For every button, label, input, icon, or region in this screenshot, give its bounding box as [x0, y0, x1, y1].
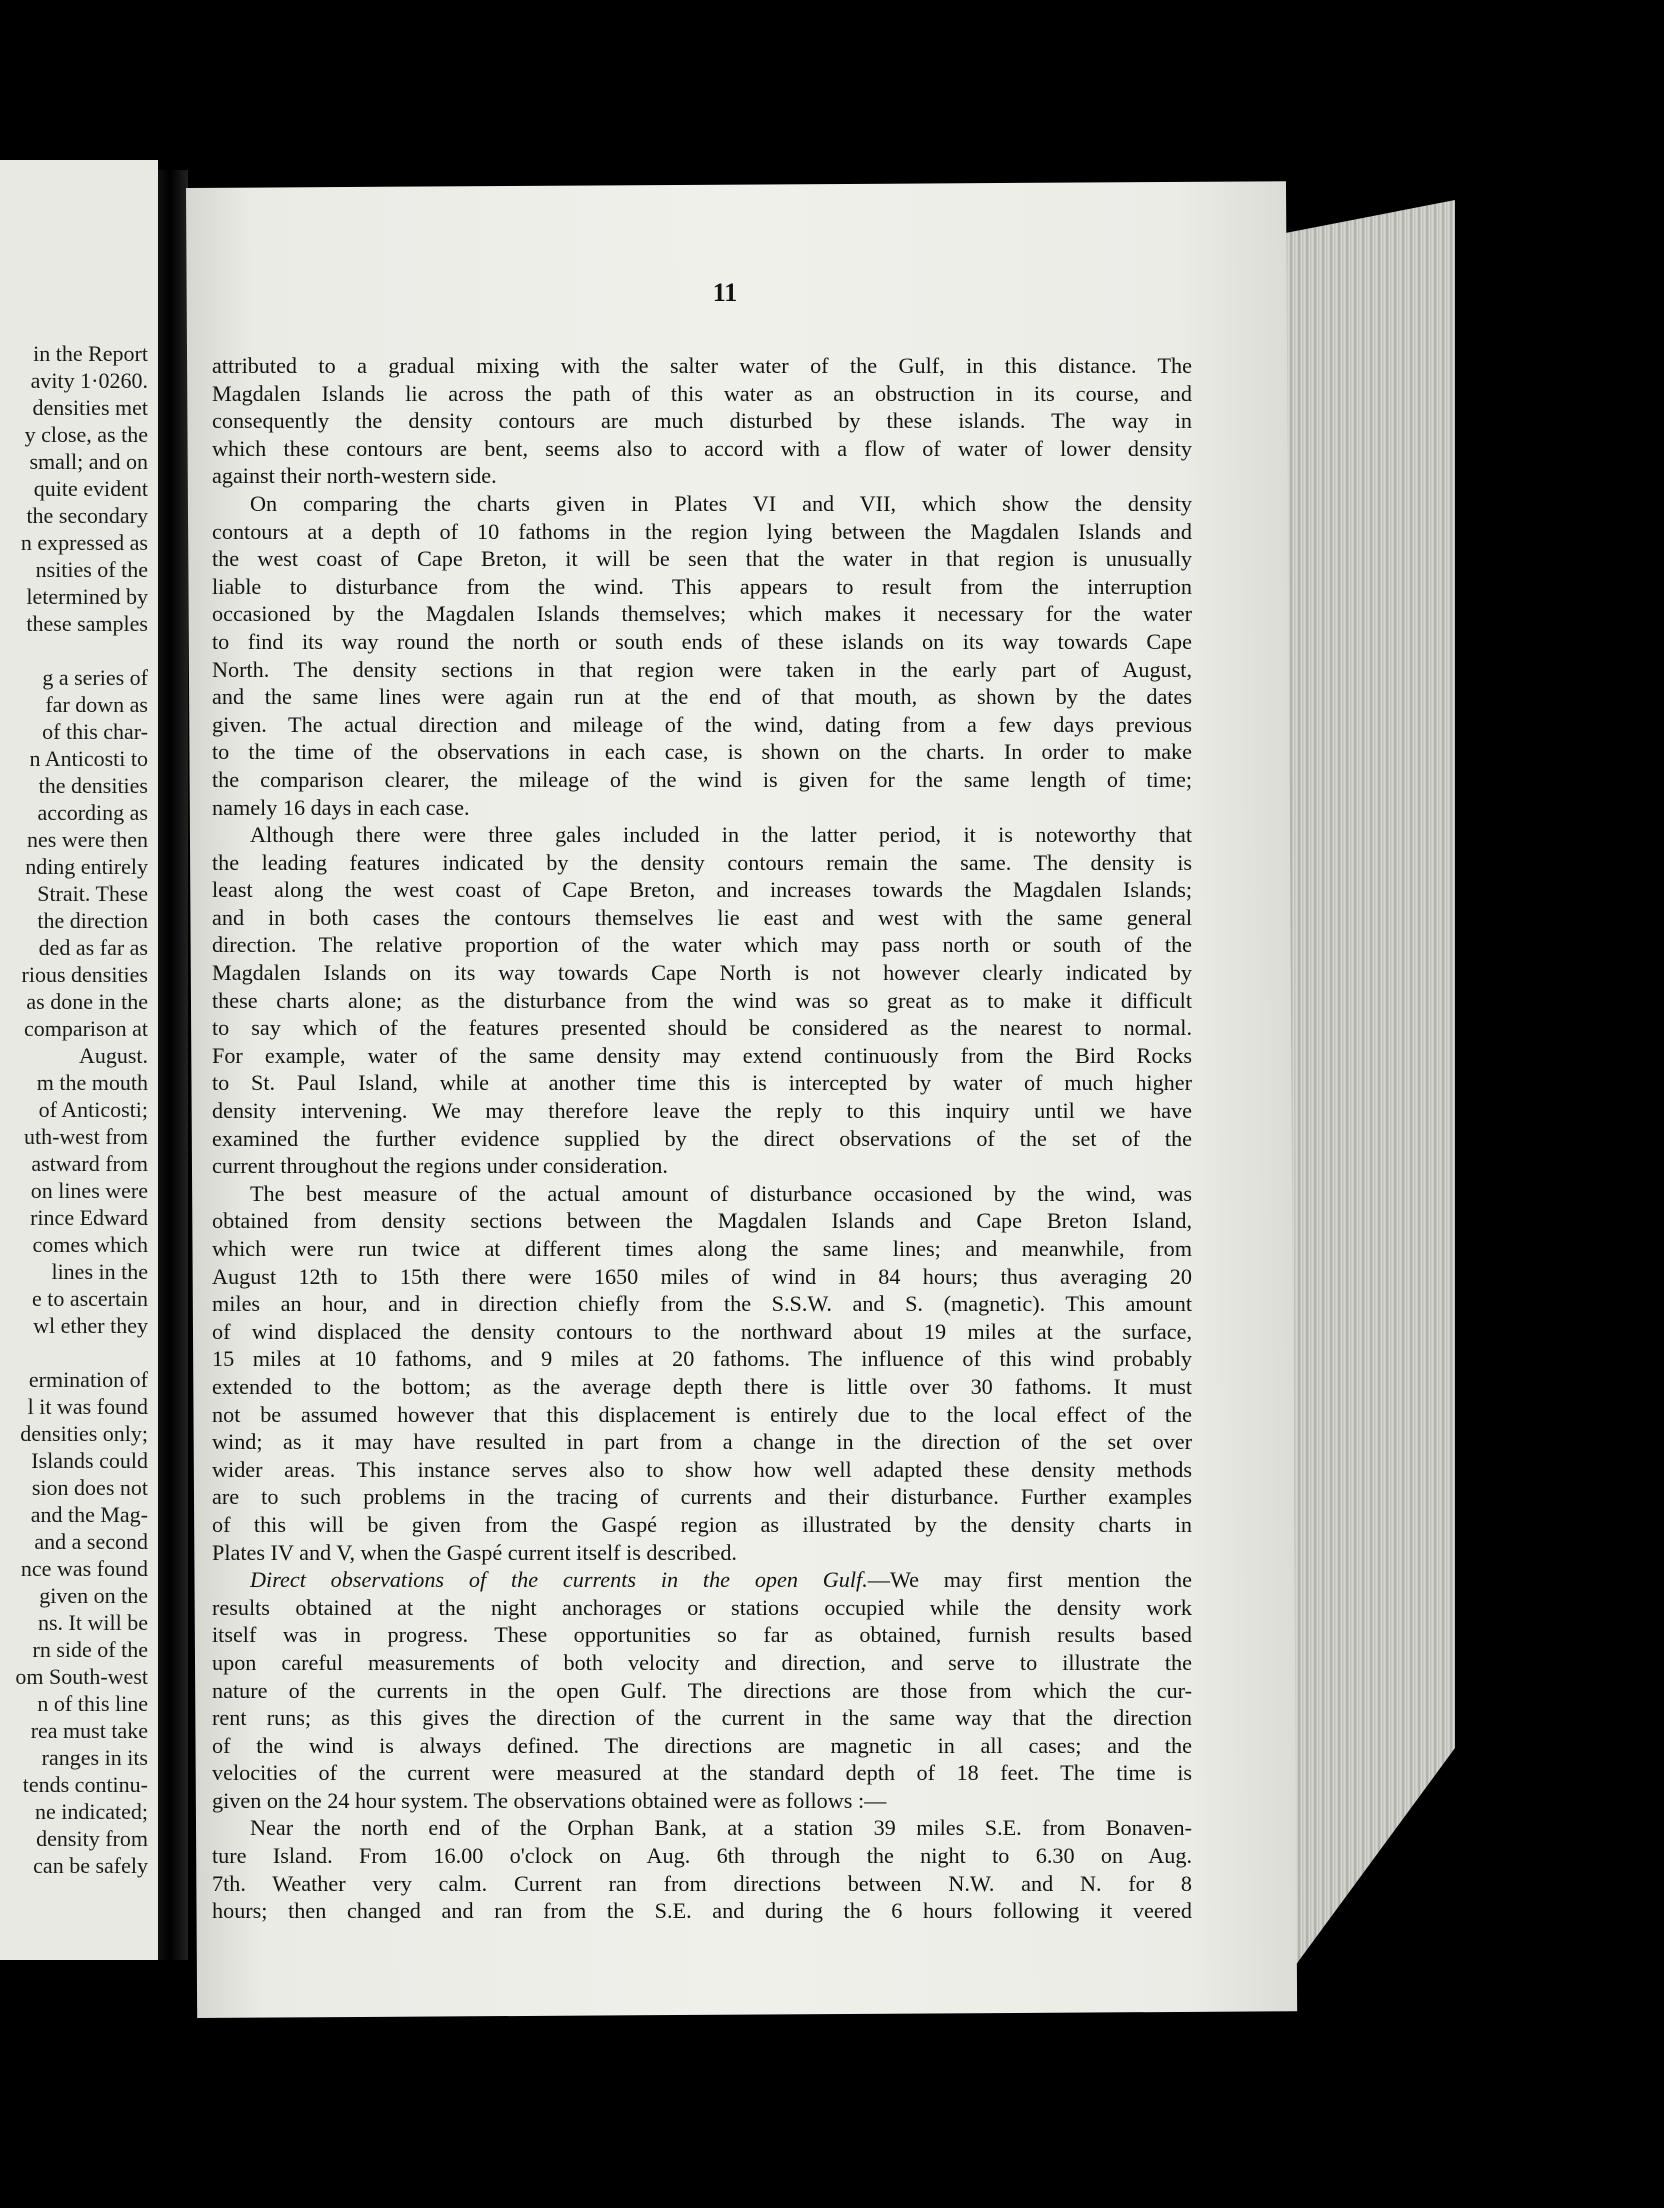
left-page-line: n expressed as	[20, 530, 148, 555]
text-line: and in both cases the contours themselves lie east and west with the same general	[212, 904, 1192, 930]
left-page-line: lines in the	[51, 1259, 148, 1284]
text-line: extended to the bottom; as the average depth there is little over 30 fathoms. It must	[212, 1373, 1192, 1399]
left-page-line: can be safely	[33, 1853, 148, 1878]
left-page-line: rince Edward	[30, 1205, 148, 1230]
text-line: wind; as it may have resulted in part from a change in the direction of the set over	[212, 1429, 1192, 1455]
text-line: against their north-western side.	[212, 463, 497, 489]
left-page-line: uth-west from	[23, 1124, 148, 1149]
text-line: the west coast of Cape Breton, it will be seen that the water in that region is unusually	[212, 546, 1192, 572]
body-text	[212, 352, 1192, 1925]
left-page-line: these samples	[26, 611, 148, 636]
text-line: For example, water of the same density may extend continuously from the Bird Rocks	[212, 1042, 1192, 1068]
left-page-line: August.	[78, 1043, 148, 1068]
text-line: and the same lines were again run at the end of that mouth, as shown by the dates	[212, 684, 1192, 710]
left-page-line: according as	[37, 800, 148, 825]
text-line: given. The actual direction and mileage of the wind, dating from a few days previous	[212, 711, 1192, 737]
text-line: are to such problems in the tracing of currents and their disturbance. Further examples	[212, 1484, 1192, 1510]
text-line: to St. Paul Island, while at another time this is intercepted by water of much higher	[212, 1070, 1192, 1096]
left-page-line: g a series of	[42, 665, 148, 690]
text-line: consequently the density contours are much disturbed by these islands. The way in	[212, 408, 1192, 434]
left-page-line: rea must take	[30, 1718, 148, 1743]
left-page-line: n Anticosti to	[29, 746, 148, 771]
text-line: Magdalen Islands on its way towards Cape North is not however clearly indicated by	[212, 960, 1192, 986]
left-page-line: and a second	[34, 1529, 148, 1554]
text-line: Magdalen Islands lie across the path of this water as an obstruction in its course, and	[212, 380, 1192, 406]
left-page-line: ns. It will be	[38, 1610, 148, 1635]
left-page-line: ermination of	[28, 1367, 148, 1392]
left-page-line: nes were then	[27, 827, 148, 852]
text-line: of this will be given from the Gaspé region as illustrated by the density charts in	[212, 1511, 1192, 1537]
left-page-line: given on the	[39, 1583, 148, 1608]
left-page-line: y close, as the	[24, 422, 148, 447]
text-line: wider areas. This instance serves also to show how well adapted these density methods	[212, 1456, 1192, 1482]
left-page-line: of Anticosti;	[38, 1097, 148, 1122]
left-page-line: letermined by	[26, 584, 148, 609]
left-page-line	[0, 637, 148, 664]
text-line: rent runs; as this gives the direction of the current in the same way that the direction	[212, 1705, 1192, 1731]
text-line: to say which of the features presented should be considered as the nearest to normal.	[212, 1015, 1192, 1041]
left-page-line: ranges in its	[41, 1745, 148, 1770]
text-line: Near the north end of the Orphan Bank, at a station 39 miles S.E. from Bonaven-	[250, 1815, 1192, 1841]
left-page-line: sion does not	[31, 1475, 148, 1500]
page-number: 11	[712, 278, 738, 307]
text-line: to find its way round the north or south ends of these islands on its way towards Cape	[212, 628, 1192, 654]
text-line: these charts alone; as the disturbance from the wind was so great as to make it difficult	[212, 987, 1192, 1013]
text-line: Although there were three gales included in the latter period, it is noteworthy that	[250, 822, 1192, 848]
left-page-line: density from	[36, 1826, 148, 1851]
text-line: the leading features indicated by the density contours remain the same. The density is	[212, 849, 1192, 875]
text-line: least along the west coast of Cape Breton, and increases towards the Magdalen Islands;	[212, 877, 1192, 903]
text-line: results obtained at the night anchorages or stations occupied while the density work	[212, 1594, 1192, 1620]
text-line: obtained from density sections between the Magdalen Islands and Cape Breton Island,	[212, 1208, 1192, 1234]
left-page-line: avity 1·0260.	[30, 368, 148, 393]
text-line: August 12th to 15th there were 1650 miles of wind in 84 hours; thus averaging 20	[212, 1263, 1192, 1289]
text-line: not be assumed however that this displacement is entirely due to the local effect of the	[212, 1401, 1192, 1427]
text-line: liable to disturbance from the wind. This appears to result from the interruption	[212, 573, 1192, 599]
left-page-line: of this char-	[42, 719, 148, 744]
left-page-line: as done in the	[26, 989, 148, 1014]
left-page-line: on lines were	[30, 1178, 148, 1203]
text-line: nature of the currents in the open Gulf. The directions are those from which the cur-	[212, 1677, 1192, 1703]
text-line: itself was in progress. These opportunities so far as obtained, furnish results based	[212, 1622, 1192, 1648]
left-page-line: wl ether they	[33, 1313, 148, 1338]
text-line: Plates IV and V, when the Gaspé current itself is described.	[212, 1539, 737, 1565]
left-page-line: astward from	[31, 1151, 148, 1176]
text-line: contours at a depth of 10 fathoms in the region lying between the Magdalen Islands and	[212, 518, 1192, 544]
left-page-line: e to ascertain	[31, 1286, 148, 1311]
left-page-text	[0, 340, 148, 1879]
text-line: the comparison clearer, the mileage of the wind is given for the same length of time;	[212, 766, 1192, 792]
left-page-line: rious densities	[21, 962, 148, 987]
left-facing-page	[0, 160, 158, 1960]
left-page-line: comes which	[32, 1232, 148, 1257]
left-page-line: ne indicated;	[34, 1799, 148, 1824]
left-page-line: Strait. These	[37, 881, 148, 906]
text-line: North. The density sections in that region were taken in the early part of August,	[212, 656, 1192, 682]
text-line: to the time of the observations in each case, is shown on the charts. In order to make	[212, 739, 1192, 765]
left-page-line: l it was found	[27, 1394, 148, 1419]
left-page-line: the direction	[37, 908, 148, 933]
left-page-line: the secondary	[26, 503, 148, 528]
text-line: which were run twice at different times along the same lines; and meanwhile, from	[212, 1236, 1192, 1261]
text-line: velocities of the current were measured at the standard depth of 18 feet. The time is	[212, 1760, 1192, 1786]
text-line: direction. The relative proportion of the water which may pass north or south of the	[212, 932, 1192, 958]
text-line: of wind displaced the density contours to the northward about 19 miles at the surface,	[212, 1318, 1192, 1344]
text-line: examined the further evidence supplied by the direct observations of the set of the	[212, 1125, 1192, 1151]
text-line: which these contours are bent, seems also to accord with a flow of water of lower density	[212, 435, 1192, 461]
left-page-line: Islands could	[31, 1448, 148, 1473]
left-page-line	[0, 1339, 148, 1366]
left-page-line: om South-west	[15, 1664, 148, 1689]
left-page-line: rn side of the	[32, 1637, 148, 1662]
text-line: miles an hour, and in direction chiefly from the S.S.W. and S. (magnetic). This amount	[212, 1291, 1192, 1317]
text-line: given on the 24 hour system. The observations obtained were as follows :—	[212, 1787, 887, 1813]
text-line: density intervening. We may therefore leave the reply to this inquiry until we have	[212, 1098, 1192, 1124]
text-line: 15 miles at 10 fathoms, and 9 miles at 20 fathoms. The influence of this wind probably	[212, 1346, 1192, 1372]
left-page-line: tends continu-	[22, 1772, 148, 1797]
text-line: of the wind is always defined. The directions are magnetic in all cases; and the	[212, 1732, 1192, 1758]
left-page-line: quite evident	[33, 476, 148, 501]
left-page-line: densities met	[32, 395, 148, 420]
left-page-line: and the Mag-	[30, 1502, 148, 1527]
text-line: ture Island. From 16.00 o'clock on Aug. 6th through the night to 6.30 on Aug.	[212, 1843, 1192, 1869]
text-line: attributed to a gradual mixing with the salter water of the Gulf, in this distance. The	[212, 353, 1192, 378]
left-page-line: nding entirely	[25, 854, 148, 879]
left-page-line: comparison at	[23, 1016, 148, 1041]
text-line: upon careful measurements of both velocity and direction, and serve to illustrate the	[212, 1649, 1192, 1675]
left-page-line: in the Report	[33, 341, 148, 366]
text-line: 7th. Weather very calm. Current ran from directions between N.W. and N. for 8	[212, 1870, 1192, 1896]
page-edges	[1270, 200, 1455, 2000]
left-page-line: densities only;	[20, 1421, 148, 1446]
text-line: hours; then changed and ran from the S.E. and during the 6 hours following it veered	[212, 1898, 1192, 1924]
left-page-line: n of this line	[37, 1691, 148, 1716]
text-line: occasioned by the Magdalen Islands themselves; which makes it necessary for the water	[212, 601, 1192, 627]
left-page-line: the densities	[38, 773, 148, 798]
left-page-line: m the mouth	[36, 1070, 148, 1095]
text-line: Direct observations of the currents in the open Gulf.—We may first mention the	[250, 1567, 1192, 1593]
text-line: The best measure of the actual amount of disturbance occasioned by the wind, was	[250, 1180, 1192, 1206]
text-line: namely 16 days in each case.	[212, 794, 470, 820]
left-page-line: ded as far as	[38, 935, 148, 960]
left-page-line: nsities of the	[35, 557, 148, 582]
book-gutter	[158, 170, 188, 1960]
text-line: On comparing the charts given in Plates VI and VII, which show the density	[250, 490, 1192, 516]
left-page-line: small; and on	[29, 449, 148, 474]
left-page-line: nce was found	[20, 1556, 148, 1581]
text-line: current throughout the regions under consideration.	[212, 1153, 668, 1179]
left-page-line: far down as	[45, 692, 148, 717]
